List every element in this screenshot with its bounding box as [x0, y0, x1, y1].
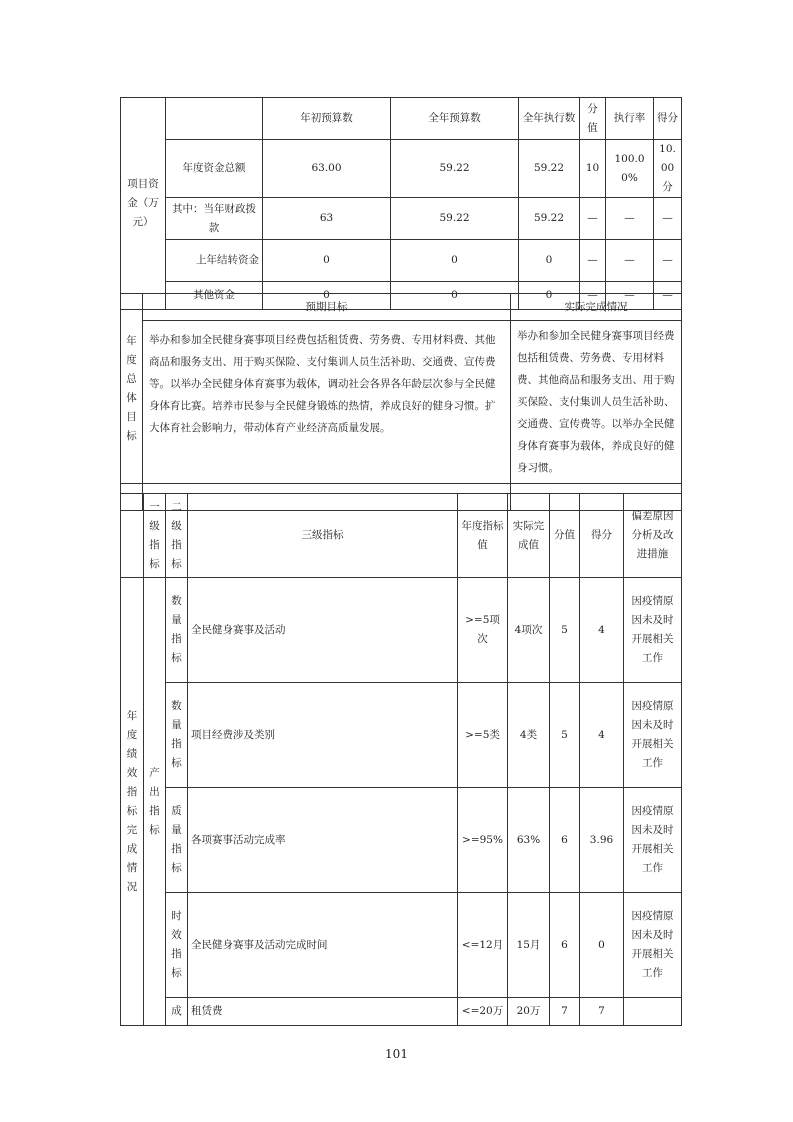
funds-cell: 59.22	[519, 198, 580, 240]
table-row	[121, 998, 682, 1026]
deviation-reason: 因疫情原因未及时开展相关工作	[624, 578, 682, 683]
score-value: 4	[580, 683, 624, 788]
actual-result-header: 实际完成情况	[511, 294, 682, 321]
annual-value: <=20万	[458, 998, 508, 1026]
indicators-table	[120, 493, 682, 1026]
actual-value: 20万	[508, 998, 550, 1026]
funds-cell: 0	[519, 240, 580, 282]
goals-row-label: 年度总体目标	[121, 294, 143, 484]
funds-cell: 59.22	[391, 198, 519, 240]
funds-row	[121, 140, 682, 198]
funds-cell: 63	[263, 198, 391, 240]
funds-cell: —	[580, 198, 606, 240]
funds-header: 得分	[654, 98, 682, 140]
actual-value: 4类	[508, 683, 550, 788]
indicator-name: 租赁费	[188, 998, 458, 1026]
funds-header: 全年预算数	[391, 98, 519, 140]
actual-value: 15月	[508, 893, 550, 998]
funds-row-name: 上年结转资金	[166, 240, 263, 282]
table-row	[121, 683, 682, 788]
funds-header-blank	[166, 98, 263, 140]
header-deviation: 偏差原因分析及改进措施	[624, 494, 682, 578]
deviation-reason: 因疫情原因未及时开展相关工作	[624, 893, 682, 998]
funds-cell: 59.22	[519, 140, 580, 198]
page-number: 101	[385, 1047, 408, 1061]
header-annual: 年度指标值	[458, 494, 508, 578]
funds-cell: —	[654, 240, 682, 282]
deviation-reason: 因疫情原因未及时开展相关工作	[624, 788, 682, 893]
deviation-reason	[624, 998, 682, 1026]
funds-header: 全年执行数	[519, 98, 580, 140]
funds-header: 分值	[580, 98, 606, 140]
funds-cell: —	[580, 240, 606, 282]
score-value: 7	[580, 998, 624, 1026]
funds-cell: —	[580, 282, 606, 310]
header-level1: 一级指标	[144, 494, 166, 578]
funds-cell: 0	[519, 282, 580, 310]
weight-value: 6	[550, 893, 580, 998]
funds-row-name: 其他资金	[166, 282, 263, 310]
level2-cell: 质量指标	[166, 788, 188, 893]
funds-row	[121, 240, 682, 282]
funds-table	[120, 97, 682, 310]
header-actual: 实际完成值	[508, 494, 550, 578]
funds-cell: 0	[391, 240, 519, 282]
level2-cell: 数量指标	[166, 578, 188, 683]
funds-row	[121, 198, 682, 240]
indicator-name: 各项赛事活动完成率	[188, 788, 458, 893]
score-value: 0	[580, 893, 624, 998]
funds-cell: 100.00%	[606, 140, 654, 198]
funds-cell: 10	[580, 140, 606, 198]
funds-cell: 10.00分	[654, 140, 682, 198]
funds-cell: 0	[263, 240, 391, 282]
indicator-name: 项目经费涉及类别	[188, 683, 458, 788]
indicator-name: 全民健身赛事及活动完成时间	[188, 893, 458, 998]
funds-header: 执行率	[606, 98, 654, 140]
header-score-value: 分值	[550, 494, 580, 578]
funds-cell: 0	[391, 282, 519, 310]
annual-value: >=5类	[458, 683, 508, 788]
level2-cell: 时效指标	[166, 893, 188, 998]
funds-row-label: 项目资金（万元）	[121, 98, 166, 310]
annual-value: >=5项次	[458, 578, 508, 683]
funds-cell: —	[654, 198, 682, 240]
funds-cell: —	[606, 198, 654, 240]
expected-goal-header: 预期目标	[143, 294, 511, 321]
expected-goal-text: 举办和参加全民健身赛事项目经费包括租赁费、劳务费、专用材料费、其他商品和服务支出、用于购买保险、支付集训人员生活补助、交通费、宣传费等。以举办全民健身体育赛事为载体，调动社会各界各年龄层次参与全民健身体育比赛。培养市民参与全民健身锻炼的热情，养成良好的健身习惯。扩大体育社会影响力，带动体育产业经济高质量发展。	[143, 321, 511, 484]
deviation-reason: 因疫情原因未及时开展相关工作	[624, 683, 682, 788]
annual-value: <=12月	[458, 893, 508, 998]
actual-result-text: 举办和参加全民健身赛事项目经费包括租赁费、劳务费、专用材料费、其他商品和服务支出、用于购买保险、支付集训人员生活补助、交通费、宣传费等。以举办全民健身体育赛事为载体，养成良好的健身习惯。	[511, 321, 682, 484]
score-value: 3.96	[580, 788, 624, 893]
funds-row-name: 年度资金总额	[166, 140, 263, 198]
indicators-row-label: 年度绩效指标完成情况	[121, 578, 144, 1026]
indicator-header-blank	[121, 494, 144, 578]
indicator-name: 全民健身赛事及活动	[188, 578, 458, 683]
funds-cell: 0	[263, 282, 391, 310]
funds-cell: —	[654, 282, 682, 310]
actual-value: 4项次	[508, 578, 550, 683]
weight-value: 7	[550, 998, 580, 1026]
level1-output: 产出指标	[144, 578, 166, 1026]
weight-value: 6	[550, 788, 580, 893]
header-score: 得分	[580, 494, 624, 578]
annual-value: >=95%	[458, 788, 508, 893]
funds-cell: —	[606, 240, 654, 282]
funds-cell: —	[606, 282, 654, 310]
level2-cell: 成	[166, 998, 188, 1026]
actual-value: 63%	[508, 788, 550, 893]
goals-table	[120, 293, 682, 511]
table-row	[121, 788, 682, 893]
funds-cell: 63.00	[263, 140, 391, 198]
funds-header: 年初预算数	[263, 98, 391, 140]
level2-cell: 数量指标	[166, 683, 188, 788]
weight-value: 5	[550, 683, 580, 788]
funds-cell: 59.22	[391, 140, 519, 198]
weight-value: 5	[550, 578, 580, 683]
score-value: 4	[580, 578, 624, 683]
table-row	[121, 893, 682, 998]
header-level2: 二级指标	[166, 494, 188, 578]
table-row	[121, 578, 682, 683]
funds-row-name: 其中：当年财政拨款	[166, 198, 263, 240]
header-level3: 三级指标	[188, 494, 458, 578]
